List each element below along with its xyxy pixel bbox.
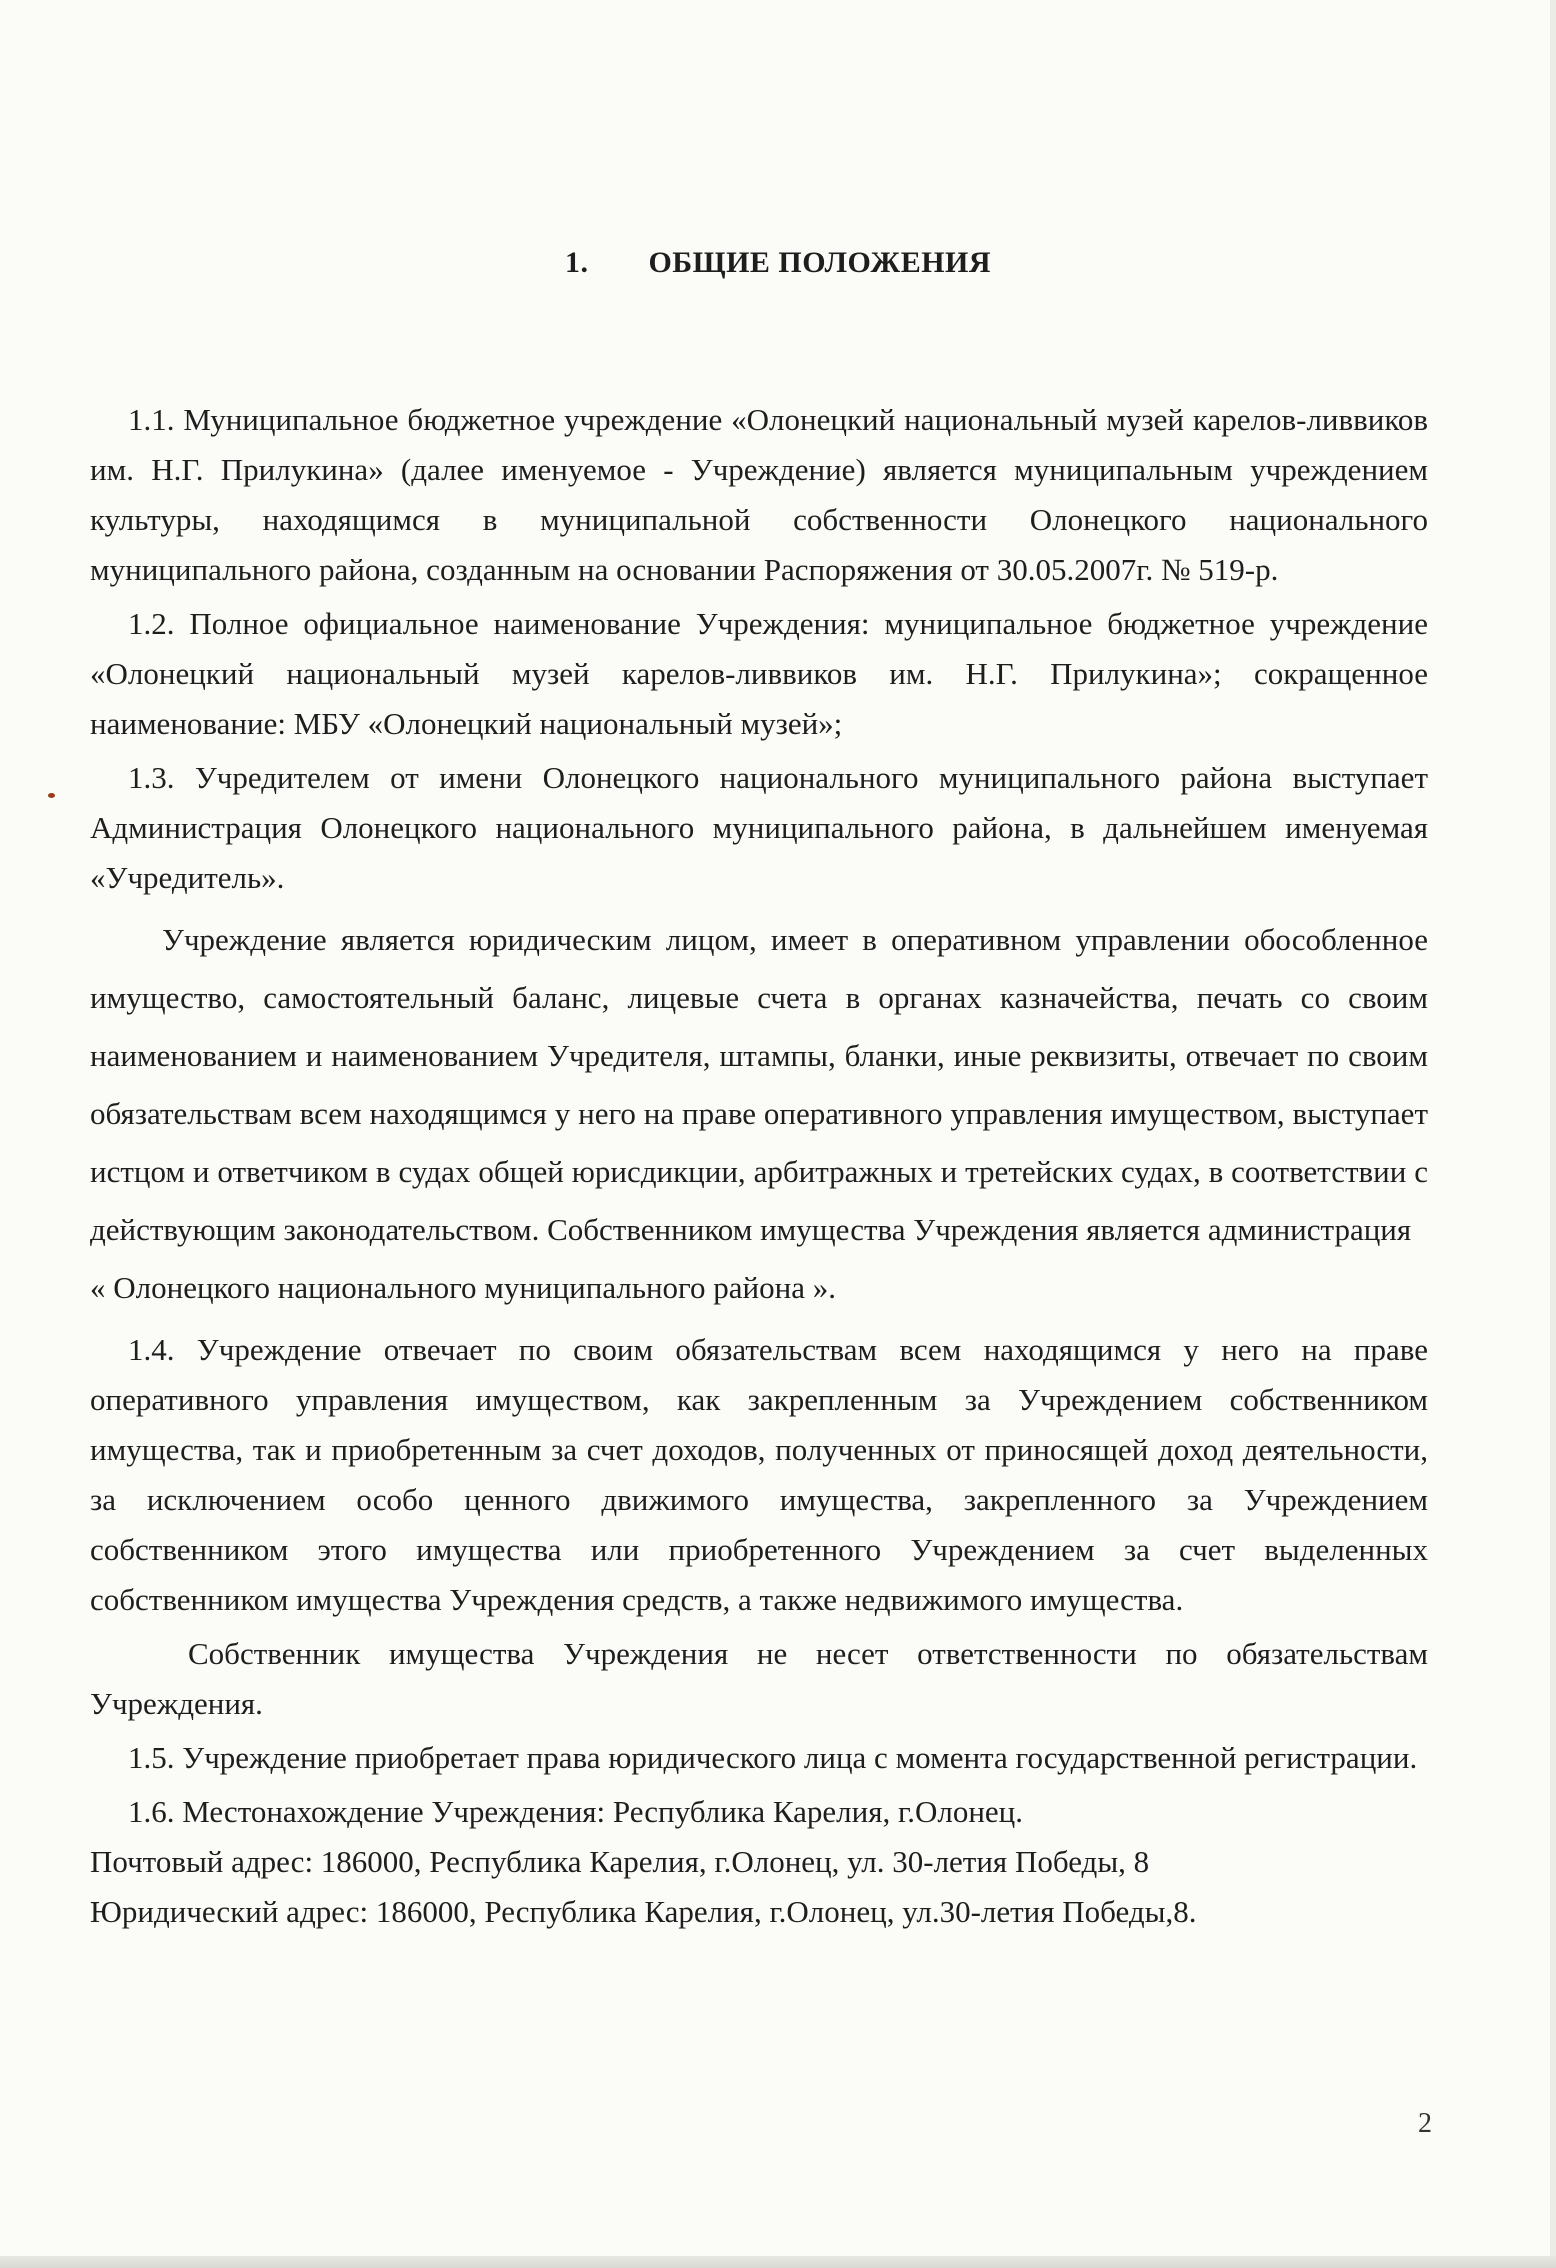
document-body (90, 395, 1428, 1937)
paragraph-1-6: 1.6. Местонахождение Учреждения: Республика Карелия, г.Олонец. (128, 1794, 1024, 1829)
paragraph-1-4: 1.4. Учреждение отвечает по своим обязательствам всем находящимся у него на праве оперативного управления имуществом, как закрепленным за Учреждением собственником имущества, так и приобретенным за счет доходов, полученных от приносящей доход деятельности, за исключением особо ценного движимого имущества, закрепленного за Учреждением собственником этого имущества или приобретенного Учреждением за счет выделенных собственником имущества Учреждения средств, а также недвижимого имущества. (90, 1332, 1428, 1617)
page-edge-right (1550, 0, 1556, 2268)
paragraph-legal-entity: Учреждение является юридическим лицом, имеет в оперативном управлении обособленное имущество, самостоятельный баланс, лицевые счета в органах казначейства, печать со своим наименованием и наименованием Учредителя, штампы, бланки, иные реквизиты, отвечает по своим обязательствам всем находящимся у него на праве оперативного управления имуществом, выступает истцом и ответчиком в судах общей юрисдикции, арбитражных и третейских судах, в соответствии с действующим законодательством. Собственником имущества Учреждения является администрация (90, 922, 1428, 1247)
legal-address: Юридический адрес: 186000, Республика Карелия, г.Олонец, ул.30-летия Победы,8. (90, 1894, 1197, 1929)
scan-speck (48, 793, 55, 798)
paragraph-owner-liability: Собственник имущества Учреждения не несет ответственности по обязательствам Учреждения. (90, 1636, 1428, 1721)
paragraph-1-3: 1.3. Учредителем от имени Олонецкого национального муниципального района выступает Администрация Олонецкого национального муниципального района, в дальнейшем именуемая «Учредитель». (90, 760, 1428, 895)
paragraph-owner-name: « Олонецкого национального муниципального района ». (90, 1270, 836, 1305)
paragraph-1-1: 1.1. Муниципальное бюджетное учреждение «Олонецкий национальный музей карелов-ливвиков им. Н.Г. Прилукина» (далее именуемое - Учреждение) является муниципальным учреждением культуры, находящимся в муниципальной собственности Олонецкого национального муниципального района, созданным на основании Распоряжения от 30.05.2007г. № 519-р. (90, 402, 1428, 587)
section-title: ОБЩИЕ ПОЛОЖЕНИЯ (648, 246, 992, 279)
postal-address: Почтовый адрес: 186000, Республика Карелия, г.Олонец, ул. 30-летия Победы, 8 (90, 1844, 1150, 1879)
section-number: 1. (564, 246, 589, 279)
page-number: 2 (1418, 2108, 1432, 2139)
section-heading (0, 246, 1556, 280)
page-edge-bottom (0, 2256, 1556, 2268)
paragraph-1-5: 1.5. Учреждение приобретает права юридического лица с момента государственной регистрации. (128, 1740, 1418, 1775)
paragraph-1-2: 1.2. Полное официальное наименование Учреждения: муниципальное бюджетное учреждение «Олонецкий национальный музей карелов-ливвиков им. Н.Г. Прилукина»; сокращенное наименование: МБУ «Олонецкий национальный музей»; (90, 606, 1428, 741)
